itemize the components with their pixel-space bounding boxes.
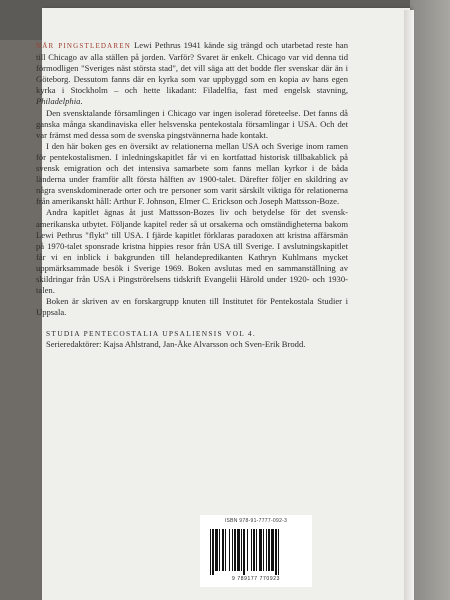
series-title: STUDIA PENTECOSTALIA UPSALIENSIS VOL 4. — [46, 329, 257, 339]
barcode-bar — [247, 529, 248, 571]
barcode-number: 9 789177 770923 — [232, 576, 280, 582]
barcode-bar — [215, 529, 218, 571]
barcode-bar — [234, 529, 236, 571]
barcode-bar — [219, 529, 220, 571]
lead-in: NÄR PINGSTLEDAREN — [36, 42, 132, 50]
barcode-bar — [225, 529, 226, 571]
isbn-label: ISBN 978-91-7777-092-3 — [224, 518, 288, 524]
barcode-bar — [232, 529, 233, 571]
barcode-bar — [229, 529, 230, 571]
italic-word: Philadelphia — [36, 96, 81, 107]
paragraph-5: Boken är skriven av en forskargrupp knuten till Institutet för Pentekostala Studier i Uppsala. — [36, 296, 348, 318]
paragraph-1-text: Lewi Pethrus 1941 kände sig trängd och utarbetad reste han till Chicago av alla ställen på jorden. Varför? Svaret är enkelt. Chicago var vid denna tid förmodligen "Sveriges näst största stad", det vill säga att det bodde fler svenskar där än i Göteborg. Dessutom fanns där en kyrka som var uppbyggd som en kopia av hans egen kyrka i Stockholm – och hette likadant: Filadelfia, fast med engelsk stavning, — [36, 40, 348, 96]
barcode-bar — [241, 529, 242, 571]
barcode-bar — [210, 529, 211, 575]
barcode-bar — [212, 529, 214, 575]
barcode-bar — [243, 529, 245, 575]
barcode-bar — [278, 529, 279, 575]
barcode-bar — [266, 529, 267, 571]
barcode-bar — [222, 529, 224, 571]
barcode-icon — [210, 529, 302, 575]
barcode-bar — [268, 529, 270, 571]
barcode-bar — [259, 529, 262, 571]
background-right — [410, 0, 450, 600]
series-editors: Serieredaktörer: Kajsa Ahlstrand, Jan-Åke Alvarsson och Sven-Erik Brodd. — [46, 339, 306, 350]
barcode-bar — [275, 529, 277, 575]
barcode-bar — [237, 529, 240, 571]
paragraph-2: Den svensktalande församlingen i Chicago var ingen isolerad företeelse. Det fanns då ganska många skandinaviska eller helsvenska pentekostala församlingar i USA. Och det var främst med dessa som de svenska pingstvännerna hade kontakt. — [36, 107, 348, 140]
book-page-edge — [404, 10, 414, 600]
barcode-bar — [271, 529, 274, 571]
barcode-bar — [253, 529, 255, 571]
barcode-bar — [251, 529, 252, 571]
barcode-bar — [263, 529, 264, 571]
barcode-box — [200, 515, 312, 587]
cover-text — [36, 40, 348, 351]
paragraph-3: I den här boken ges en översikt av relationerna mellan USA och Sverige inom ramen för pentekostalismen. I inledningskapitlet får vi en kortfattad historisk tillbakablick på svensk emigration och det intensiva samarbete som fanns mellan kyrkor i de båda länderna under framför allt första hälften av 1900-talet. Därefter följer en skildring av några svenskdominerade orter och tre personer som varit särskilt viktiga för relationerna från amerikanskt håll: Arthur F. Johnson, Elmer C. Erickson och Joseph Mattsson-Boze. — [36, 140, 348, 207]
barcode-bar — [256, 529, 257, 571]
paragraph-1: NÄR PINGSTLEDAREN Lewi Pethrus 1941 kände sig trängd och utarbetad reste han till Chicago av alla ställen på jorden. Varför? Svaret är enkelt. Chicago var vid denna tid förmodligen "Sveriges näst största stad", det vill säga att det bodde fler svenskar där än i Göteborg. Dessutom fanns där en kyrka som var uppbyggd som en kopia av hans egen kyrka i Stockholm – och hette likadant: Filadelfia, fast med engelsk stavning, Philadelphia. — [36, 40, 348, 107]
paragraph-4: Andra kapitlet ägnas åt just Mattsson-Bozes liv och betydelse för det svensk-amerikanska utbytet. Följande kapitel reder så ut orsakerna och omständigheterna bakom Lewi Pethrus "flykt" till USA. I fjärde kapitlet förklaras paradoxen att kristna affärsmän på 1970-talet sponsrade kristna hippies resor från USA till Sverige. I avslutningskapitlet får vi en inblick i bakgrunden till helandepredikanten Kathryn Kuhlmans mycket uppmärksammade besök i Sverige 1969. Boken avslutas med en sammanställning av skildringar från USA i Pingströrelsens tidskrift Evangelii Härold under 1920- och 1930-talen. — [36, 207, 348, 296]
spacer — [36, 318, 348, 328]
